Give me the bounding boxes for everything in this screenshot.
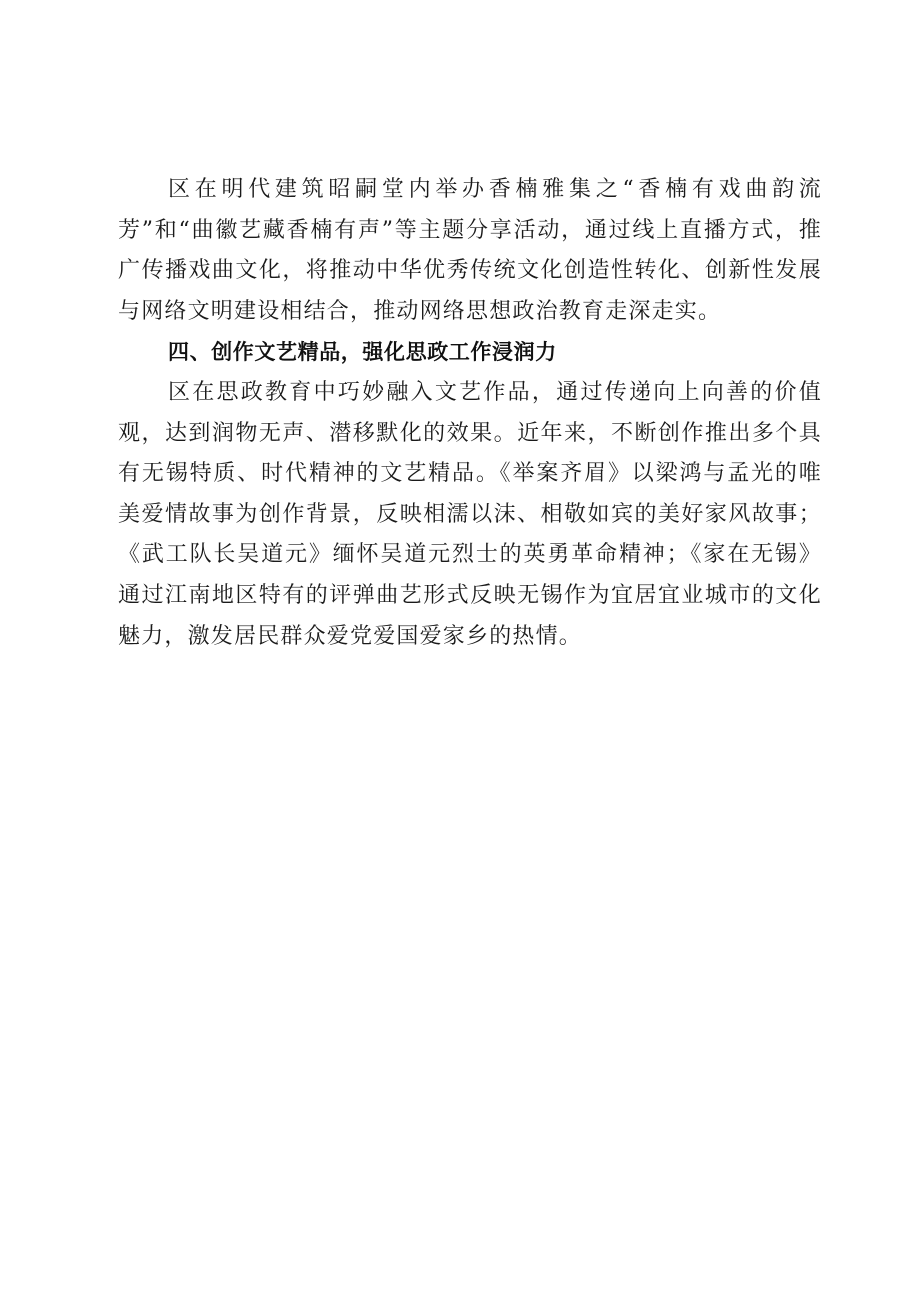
section-heading-four: 四、创作文艺精品，强化思政工作浸润力 bbox=[168, 340, 557, 365]
document-body bbox=[118, 170, 822, 657]
paragraph-literary-works: 区在思政教育中巧妙融入文艺作品，通过传递向上向善的价值观，达到润物无声、潜移默化的效果。近年来，不断创作推出多个具有无锡特质、时代精神的文艺精品。《举案齐眉》以梁鸿与孟光的唯美爱情故事为创作背景，反映相濡以沫、相敬如宾的美好家风故事；《武工队长吴道元》缅怀吴道元烈士的英勇革命精神；《家在无锡》通过江南地区特有的评弹曲艺形式反映无锡作为宜居宜业城市的文化魅力，激发居民群众爱党爱国爱家乡的热情。 bbox=[118, 379, 822, 649]
paragraph-xiangnan-gathering: 区在明代建筑昭嗣堂内举办香楠雅集之“香楠有戏曲韵流芳”和“曲徽艺藏香楠有声”等主题分享活动，通过线上直播方式，推广传播戏曲文化，将推动中华优秀传统文化创造性转化、创新性发展与网络文明建设相结合，推动网络思想政治教育走深走实。 bbox=[118, 177, 822, 324]
